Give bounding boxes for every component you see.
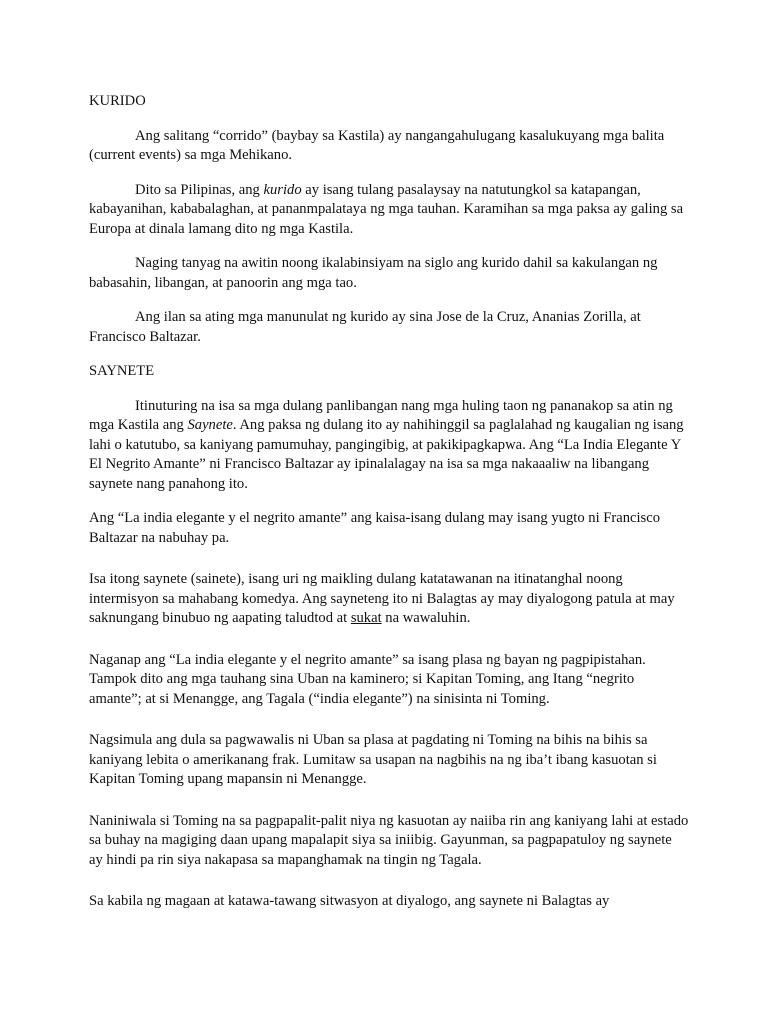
- paragraph-7-text-b: na wawaluhin.: [381, 610, 471, 626]
- paragraph-7-text-a: Isa itong saynete (sainete), isang uri ng maikling dulang katatawanan na itinatanghal noong intermisyon sa mahabang komedya. Ang sayneteng ito ni Balagtas ay may diyalogong patula at may saknungang binubuo ng aapating taludtod at: [89, 571, 675, 626]
- paragraph-5-text-a: Itinuturing na isa sa mga dulang panlibangan nang mga huling taon ng pananakop sa atin ng mga Kastila ang: [89, 397, 673, 433]
- paragraph-1: Ang salitang “corrido” (baybay sa Kastila) ay nangangahulugang kasalukuyang mga balita (current events) sa mga Mehikano.: [89, 127, 665, 163]
- document-body: [89, 92, 689, 927]
- paragraph-3: Naging tanyag na awitin noong ikalabinsiyam na siglo ang kurido dahil sa kakulangan ng babasahin, libangan, at panoorin ang mga tao.: [89, 255, 658, 291]
- paragraph-6: Ang “La india elegante y el negrito amante” ang kaisa-isang dulang may isang yugto ni Francisco Baltazar na nabuhay pa.: [89, 510, 661, 546]
- paragraph-5-text-b: . Ang paksa ng dulang ito ay nahihinggil sa paglalahad ng kaugalian ng isang lahi o katutubo, sa kaniyang pamumuhay, pangingibig, at pakikipagkapwa. Ang “La India Elegante Y El Negrito Amante” ni Francisco Baltazar ay ipinalalagay na isa sa mga nakaaaliw na libangang saynete nang panahong ito.: [89, 417, 684, 492]
- paragraph-5-emphasis: Saynete: [187, 417, 233, 433]
- heading-kurido: KURIDO: [89, 93, 146, 109]
- paragraph-5: [89, 397, 689, 495]
- paragraph-10: Naniniwala si Toming na sa pagpapalit-palit niya ng kasuotan ay naiiba rin ang kaniyang lahi at estado sa buhay na magiging daan upang mapalapit siya sa iniibig. Gayunman, sa pagpapatuloy ng saynete ay hindi pa rin siya nakapasa sa mapanghamak na tingin ng Tagala.: [89, 812, 689, 868]
- paragraph-7: [89, 570, 689, 629]
- paragraph-11: Sa kabila ng magaan at katawa-tawang sitwasyon at diyalogo, ang saynete ni Balagtas ay: [89, 893, 610, 909]
- heading-saynete: SAYNETE: [89, 363, 155, 379]
- paragraph-4: Ang ilan sa ating mga manunulat ng kurido ay sina Jose de la Cruz, Ananias Zorilla, at Francisco Baltazar.: [89, 309, 641, 345]
- paragraph-8: Naganap ang “La india elegante y el negrito amante” sa isang plasa ng bayan ng pagpipistahan. Tampok dito ang mga tauhang sina Uban na kaminero; si Kapitan Toming, ang Itang “negrito amante”; at si Menangge, ang Tagala (“india elegante”) na sinisinta ni Toming.: [89, 651, 646, 707]
- paragraph-2-emphasis: kurido: [263, 181, 302, 198]
- paragraph-9: Nagsimula ang dula sa pagwawalis ni Uban sa plasa at pagdating ni Toming na bihis na bihis sa kaniyang lebita o amerikanang frak. Lumitaw sa usapan na nagbihis na ng iba’t ibang kasuotan si Kapitan Toming upang mapansin ni Menangge.: [89, 732, 657, 787]
- paragraph-2-text-a: Dito sa Pilipinas, ang: [135, 181, 264, 198]
- paragraph-7-underline: sukat: [350, 610, 382, 626]
- paragraph-2-text-b: ay isang tulang pasalaysay na natutungkol sa katapangan, kabayanihan, kababalaghan, at pananmpalataya ng mga tauhan. Karamihan sa mga paksa ay galing sa Europa at dinala lamang dito ng mga Kastila.: [89, 181, 684, 237]
- paragraph-2: [89, 181, 689, 240]
